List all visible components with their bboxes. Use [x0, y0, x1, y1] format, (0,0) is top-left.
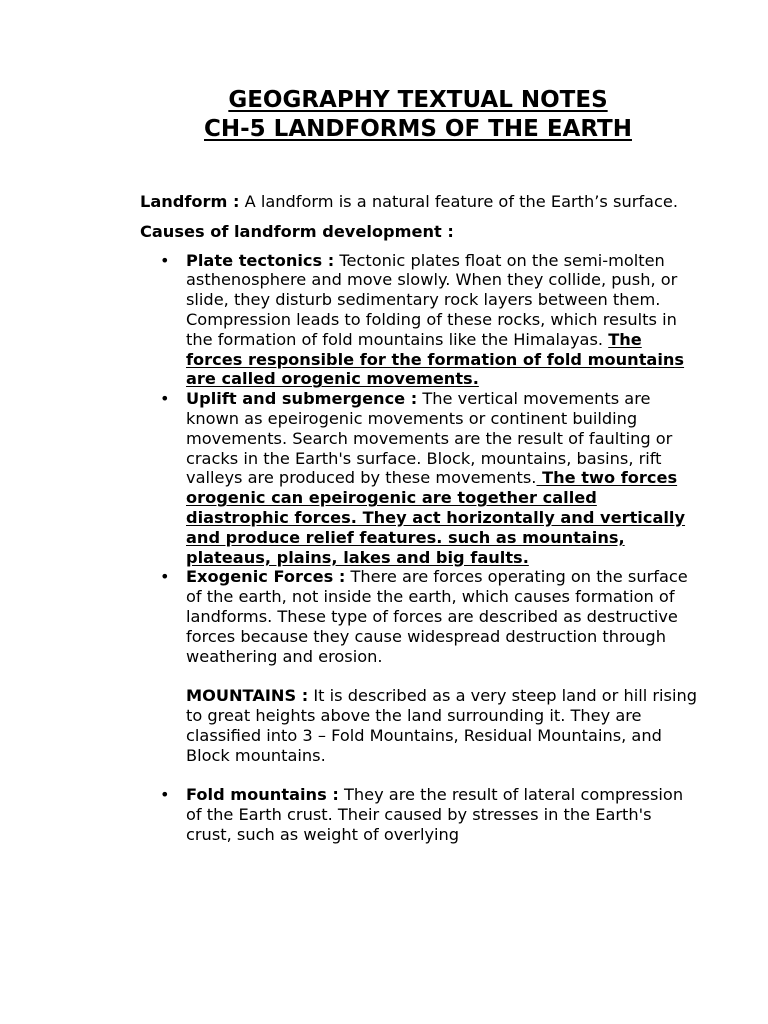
bullet-icon: • — [160, 785, 170, 805]
bullet-icon: • — [160, 567, 170, 587]
list-item-plate-tectonics — [140, 251, 700, 390]
item-text: The vertical movements are known as epeirogenic movements or continent building movements. Search movements are the result of faulting or cracks in the Earth's surface. Block, mountains, basins, rift valleys are produced by these movements. — [186, 389, 673, 488]
list-item-exogenic-forces — [140, 567, 700, 666]
item-text: There are forces operating on the surface of the earth, not inside the earth, which causes formation of landforms. These type of forces are described as destructive forces because they cause widespread destruction through weathering and erosion. — [186, 567, 688, 666]
landform-definition — [140, 192, 700, 212]
causes-list — [140, 251, 700, 667]
item-term: Exogenic Forces : — [186, 567, 346, 587]
item-emphasis: The two forces orogenic can epeirogenic are together called diastrophic forces. They act horizontally and vertically and produce relief features. such as mountains, plateaus, plains, lakes and big faults. — [186, 468, 686, 567]
list-item-uplift-submergence — [140, 389, 700, 567]
item-emphasis: The forces responsible for the formation of fold mountains are called orogenic movements. — [186, 329, 685, 389]
list-item-fold-mountains — [140, 785, 700, 844]
bullet-icon: • — [160, 389, 170, 409]
mountain-types-list — [140, 785, 700, 844]
bullet-icon: • — [160, 250, 170, 270]
item-term: Plate tectonics : — [186, 250, 335, 270]
document-body — [140, 192, 700, 845]
causes-heading: Causes of landform development : — [140, 221, 454, 241]
title-line-1: GEOGRAPHY TEXTUAL NOTES — [228, 87, 608, 113]
title-line-2: CH-5 LANDFORMS OF THE EARTH — [204, 116, 632, 142]
item-term: Uplift and submergence : — [186, 389, 418, 409]
item-text: Tectonic plates float on the semi-molten asthenosphere and move slowly. When they collide, push, or slide, they disturb sedimentary rock layers between them. Compression leads to folding of these rocks, which results in the formation of fold mountains like the Himalayas. — [186, 250, 678, 349]
mountains-paragraph — [140, 686, 700, 765]
mountains-text: It is described as a very steep land or hill rising to great heights above the land surrounding it. They are classified into 3 – Fold Mountains, Residual Mountains, and Block mountains. — [186, 686, 698, 765]
mountains-term: MOUNTAINS : — [186, 686, 309, 706]
landform-term: Landform : — [140, 192, 240, 211]
document-title — [0, 86, 768, 144]
item-text: They are the result of lateral compression of the Earth crust. Their caused by stresses in the Earth's crust, such as weight of overlying — [186, 785, 684, 844]
landform-text: A landform is a natural feature of the Earth’s surface. — [239, 192, 678, 211]
item-term: Fold mountains : — [186, 785, 339, 805]
